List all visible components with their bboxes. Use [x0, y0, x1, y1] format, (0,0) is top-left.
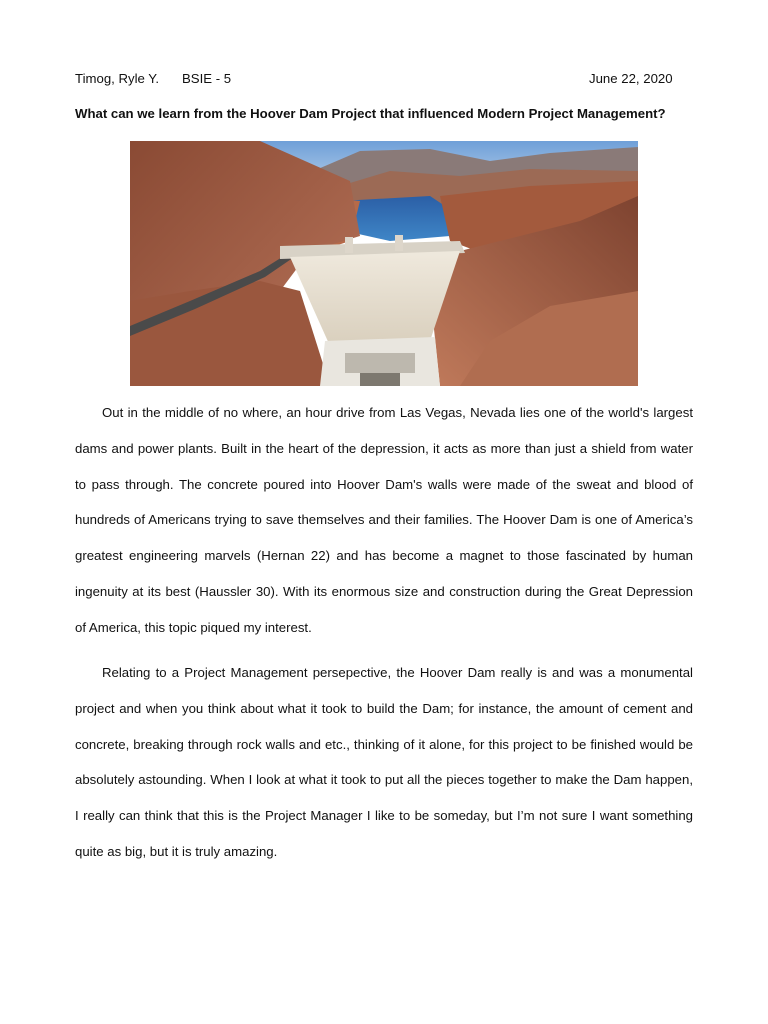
paragraph-2: Relating to a Project Management persepective, the Hoover Dam really is and was a monumental project and when you think about what it took to build the Dam; for instance, the amount of cement and concrete, breaking through rock walls and etc., thinking of it alone, for this project to be finished would be absolutely astounding. When I look at what it took to put all the pieces together to make the Dam happen, I really can think that this is the Project Manager I like to be someday, but I’m not sure I want something quite as big, but it is truly amazing. [75, 665, 693, 859]
course-label: BSIE - 5 [182, 71, 232, 86]
author-name: Timog, Ryle Y. [75, 71, 160, 86]
essay-title: What can we learn from the Hoover Dam Project that influenced Modern Project Management? [75, 106, 666, 121]
hoover-dam-photo [130, 141, 638, 386]
document-date: June 22, 2020 [589, 71, 673, 86]
paragraph-1: Out in the middle of no where, an hour drive from Las Vegas, Nevada lies one of the world's largest dams and power plants. Built in the heart of the depression, it acts as more than just a shield from water to pass through. The concrete poured into Hoover Dam's walls were made of the sweat and blood of hundreds of Americans trying to save themselves and their families. The Hoover Dam is one of America’s greatest engineering marvels (Hernan 22) and has become a magnet to those fascinated by human ingenuity at its best (Haussler 30). With its enormous size and construction during the Great Depression of America, this topic piqued my interest. [75, 405, 693, 635]
